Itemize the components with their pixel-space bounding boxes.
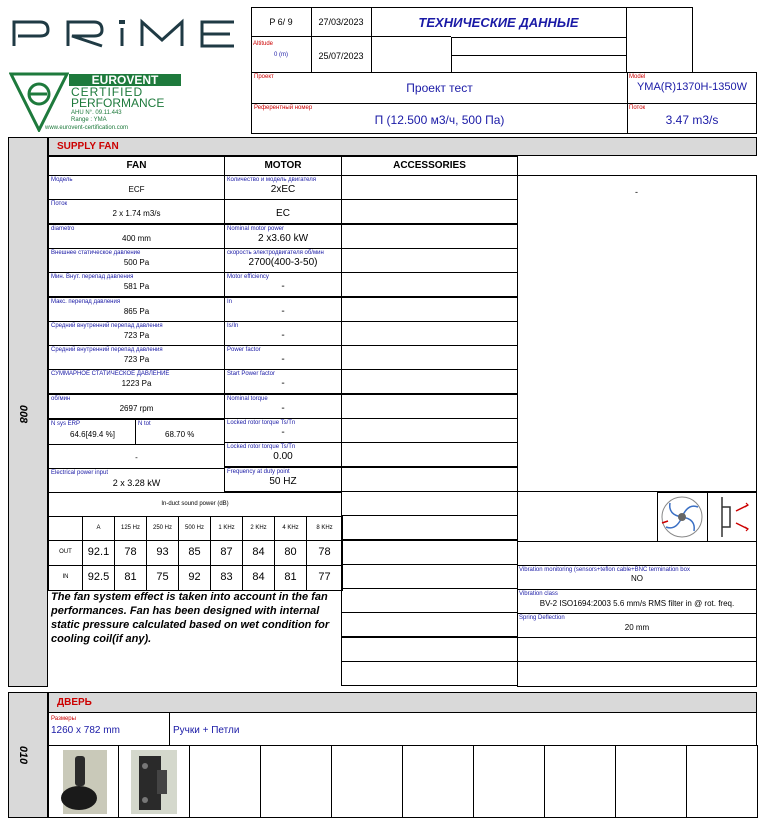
door-size-label: Размеры [51,716,76,722]
accessory-row [341,564,518,589]
sound-value: 81 [124,571,137,583]
eurovent-name: EUROVENT [69,74,181,86]
fan-side-icon-box [707,492,757,542]
fan-row-value: 400 mm [122,234,151,243]
ref-label: Референтный номер [254,105,313,111]
eurovent-ahu: AHU N°. 09.11.443 [71,110,122,116]
prime-logo-graphic [10,18,240,48]
door-size-value: 1260 x 782 mm [51,725,120,736]
door-image-cell [48,745,119,818]
acc-row-b [517,637,757,662]
motor-row-label: Start Power factor [227,371,276,377]
acc-row-c [517,661,757,687]
date-revised: 25/07/2023 [318,51,364,61]
motor-row-value: - [281,306,285,317]
prime-logo [10,18,240,48]
fan-row-value: 500 Pa [123,258,150,267]
sound-value: 92.5 [87,571,110,583]
sound-header-label: 250 Hz [152,525,172,531]
col-accessories-header: ACCESSORIES [341,156,518,176]
fan-row-label: Макс. перепад давления [51,299,121,305]
door-image-cell [260,745,332,818]
sound-value: 78 [318,546,331,558]
motor-row-label: Locked rotor torque Ts/Tn [227,444,296,450]
motor-row-label: Nominal motor power [227,226,285,232]
accessory-row [341,540,518,565]
motor-row-value: 2700(400-3-50) [248,257,318,268]
accessory-row [341,224,518,249]
sound-header-label: 500 Hz [184,525,204,531]
motor-row-value: - [281,403,285,414]
door-handles-value: Ручки + Петли [173,725,240,736]
door-handle-photo [49,746,117,816]
motor-row-value: - [281,427,285,438]
door-image-cell [686,745,758,818]
accessories-dash: - [635,187,638,197]
section-title-supply-fan: SUPPLY FAN [57,141,119,152]
sound-value: 87 [220,546,233,558]
door-image-cell [402,745,474,818]
door-handles-cell [169,712,757,746]
motor-row-value: - [281,281,285,292]
altitude-label: Altitude [253,41,274,47]
accessory-row [341,442,518,467]
accessory-row [341,321,518,346]
fan-blank-dash: - [135,453,138,462]
doc-title: ТЕХНИЧЕСКИЕ ДАННЫЕ [418,15,579,30]
accessory-row [341,248,518,273]
accessories-panel [517,175,757,492]
fan-row-value: 581 Pa [123,282,150,291]
acc-row-a [517,541,757,566]
sound-value: 78 [124,546,137,558]
motor-row-label: Motor efficiency [227,274,269,280]
motor-row-label: In [227,299,233,305]
door-image-cell [331,745,403,818]
fan-icon-box [657,492,708,542]
motor-row-label: Количество и модель двигателя [227,177,317,183]
section-title-door: ДВЕРЬ [57,697,92,708]
page-number: P 6/ 9 [269,17,293,27]
fan-row-value: 865 Pa [123,307,150,316]
eurovent-logo [9,72,183,134]
sound-value: 84 [252,571,265,583]
fan-row-label: diametro [51,226,75,232]
sound-value: 85 [188,546,201,558]
sound-value: 77 [318,571,331,583]
section-code-008: 008 [17,404,30,424]
section-header-supply-fan [48,137,757,156]
door-image-cell [118,745,190,818]
ntot-value: 68.70 % [165,430,195,439]
accessory-row [341,588,518,613]
eurovent-certified: CERTIFIED [71,85,144,99]
fan-row-value: 2 x 1.74 m3/s [112,209,161,218]
fan-system-note: The fan system effect is taken into account in the fan performances. Fan has been designed with internal static pressure calculated based on wet condition for cooling coil(if any). [51,591,330,645]
sound-value: 81 [284,571,297,583]
fan-row-value: 1223 Pa [121,379,152,388]
sound-value: 75 [156,571,169,583]
sound-value: 92.1 [87,546,110,558]
flow-value: 3.47 m3/s [665,113,719,127]
motor-row-value: - [281,378,285,389]
accessory-row [341,612,518,637]
fan-row-value: 723 Pa [123,355,150,364]
eurovent-range: Range : YMA [71,117,107,123]
eurovent-performance: PERFORMANCE [71,96,165,110]
elec-power-value: 2 x 3.28 kW [112,478,161,488]
accessory-row [341,272,518,297]
accessory-row [341,345,518,370]
altitude-value: 0 (m) [274,52,288,58]
ref-value: П (12.500 м3/ч, 500 Па) [374,113,505,127]
accessory-row [341,491,518,516]
accessory-row [341,467,518,492]
fan-side-view-icon [708,493,756,541]
sound-value: 84 [252,546,265,558]
sound-title: In-duct sound power (dB) [161,501,229,507]
spring-label: Spring Deflection [519,615,565,621]
door-image-cell [615,745,687,818]
vib-monitoring-label: Vibration monitoring (sensors+teflon cable+BNC termination box [519,567,690,573]
col-fan-header: FAN [48,156,225,176]
fan-row-label: Средний внутренний перепад давления [51,323,163,329]
model-value: YMA(R)1370H-1350W [636,81,748,93]
spring-value: 20 mm [624,623,650,632]
eurovent-mark-icon [9,72,69,132]
motor-row-value: - [281,354,285,365]
fan-row-label: Мин. Внут. перепад давления [51,274,134,280]
motor-row-label: Nominal torque [227,396,268,402]
accessory-row [341,199,518,224]
motor-row-value: EC [276,208,290,219]
sound-row-label: OUT [59,549,72,555]
project-value: Проект тест [406,81,473,95]
motor-row-value: - [281,330,285,341]
accessory-row [341,637,518,662]
sound-value: 83 [220,571,233,583]
sound-header-label: 2 KHz [250,525,267,531]
fan-row-label: Поток [51,201,68,207]
fan-row-label: Модель [51,177,73,183]
column-headers [48,156,757,176]
fan-row-label: Внешнее статическое давление [51,250,141,256]
project-label: Проект [254,74,274,80]
accessory-row [341,175,518,200]
fan-row-value: 723 Pa [123,331,150,340]
vib-class-value: BV-2 ISO1694:2003 5.6 mm/s RMS filter in @ rot. freq. [539,599,735,608]
door-image-cell [189,745,261,818]
sound-value: 80 [284,546,297,558]
accessory-row [341,394,518,419]
motor-row-value: 2 x3.60 kW [257,233,309,244]
sound-value: 92 [188,571,201,583]
vib-class-label: Vibration class [519,591,558,597]
elec-power-label: Electrical power input [51,470,109,476]
sound-corner-cell [48,516,83,541]
accessory-row [341,297,518,322]
door-hinge-photo [119,746,189,816]
fan-row-label: об/мин [51,396,71,402]
header-grid [251,7,757,134]
flow-label: Поток [629,105,646,111]
sound-header-label: 1 KHz [218,525,235,531]
fan-row-value: ECF [128,185,145,194]
fan-row-value: 2697 rpm [119,404,154,413]
motor-row-label: Power factor [227,347,261,353]
motor-row-value: 50 HZ [269,476,297,487]
accessory-row [341,515,518,540]
nsys-value: 64.6[49.4 %] [70,430,115,439]
section-code-010: 010 [17,745,30,765]
motor-row-label: Frequency at duty point [227,469,290,475]
motor-row-label: Is/In [227,323,239,329]
motor-row-value: 0.00 [273,451,293,462]
sound-header-label: A [96,525,101,531]
col-motor-header: MOTOR [224,156,342,176]
section-header-door [48,692,757,713]
vib-monitoring-value: NO [631,574,643,583]
motor-row-label: скорость электродвигателя об/мин [227,250,324,256]
motor-row-label: Locked rotor torque Ts/Tn [227,420,296,426]
sound-header-label: 8 KHz [316,525,333,531]
accessory-row [341,661,518,686]
sound-row-label: IN [62,574,69,580]
eurovent-url: www.eurovent-certification.com [45,125,129,131]
ntot-label: N tot [138,421,151,427]
sound-value: 93 [156,546,169,558]
date-created: 27/03/2023 [318,17,364,27]
fan-row-label: Средний внутренний перепад давления [51,347,163,353]
accessory-row [341,369,518,394]
nsys-label: N sys ERP [51,421,81,427]
sound-header-label: 4 KHz [282,525,299,531]
motor-row-value: 2xEC [270,184,296,195]
accessory-row [341,418,518,443]
impeller-icon [658,493,707,541]
door-image-cell [544,745,616,818]
door-image-cell [473,745,545,818]
fan-row-label: СУММАРНОЕ СТАТИЧЕСКОЕ ДАВЛЕНИЕ [51,371,170,377]
sound-header-label: 125 Hz [120,525,140,531]
model-label: Model [629,74,646,80]
